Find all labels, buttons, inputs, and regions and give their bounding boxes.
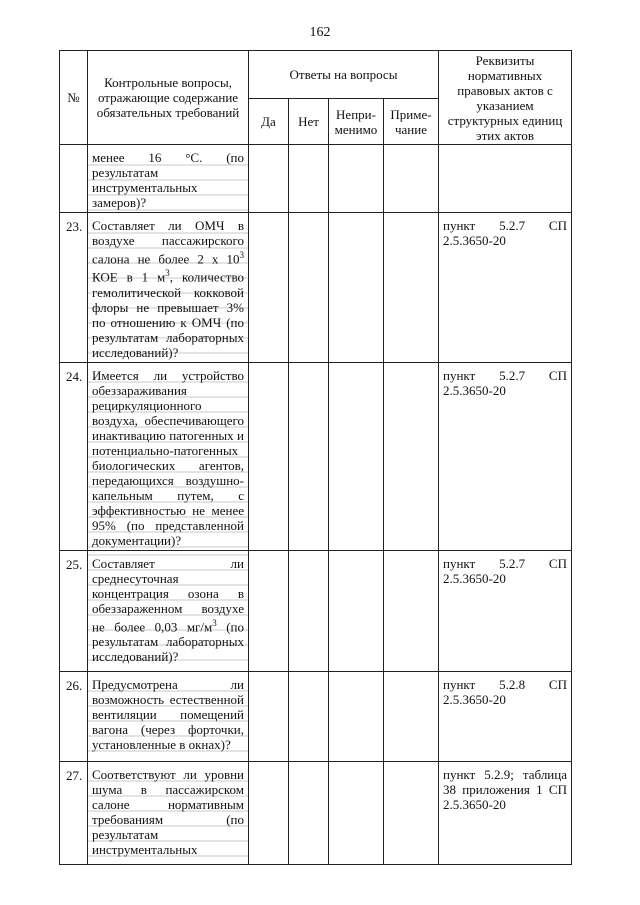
header-no: Нет — [289, 99, 329, 145]
question-text-part1: Составляет ли среднесуточная концентрация озона в обеззараженном воздухе не более 0,03 мг/м — [92, 555, 244, 634]
header-note-line1: Приме- — [390, 106, 432, 122]
answer-note-cell — [384, 550, 439, 671]
header-num: № — [60, 51, 88, 145]
answer-yes-cell — [249, 145, 289, 213]
answer-na-cell — [329, 145, 384, 213]
answer-na-cell — [329, 671, 384, 761]
row-requisite: пункт 5.2.9; таблица 38 приложения 1 СП 2.5.3650-20 — [439, 761, 572, 864]
row-requisite: пункт 5.2.7 СП 2.5.3650-20 — [439, 213, 572, 363]
answer-na-cell — [329, 362, 384, 550]
row-number — [60, 145, 88, 213]
header-requisites: Реквизиты нормативных правовых актов с указанием структурных единиц этих актов — [439, 51, 572, 145]
checklist-table — [59, 50, 572, 865]
question-text-part3: , количество гемолитической кокковой флоры не превышает 3% по отношению к ОМЧ (по результатам лабораторных исследований)? — [92, 269, 245, 360]
row-number: 27. — [60, 761, 88, 864]
answer-yes-cell — [249, 671, 289, 761]
page-number: 162 — [309, 25, 331, 40]
answer-no-cell — [289, 550, 329, 671]
answer-note-cell — [384, 671, 439, 761]
question-superscript: 3 — [212, 617, 217, 628]
answer-note-cell — [384, 213, 439, 363]
header-answers: Ответы на вопросы — [249, 51, 439, 99]
answer-yes-cell — [249, 761, 289, 864]
answer-no-cell — [289, 671, 329, 761]
answer-na-cell — [329, 761, 384, 864]
row-question — [88, 213, 249, 363]
question-text-part1: Составляет ли ОМЧ в воздухе пассажирского салона не более 2 х 10 — [92, 218, 244, 267]
row-number: 25. — [60, 550, 88, 671]
row-question: Имеется ли устройство обеззараживания рециркуляционного воздуха, обеспечивающего инактивацию патогенных и потенциально-патогенных биологических агентов, передающихся воздушно-капельным путем, с эффективностью не менее 95% (по представленной документации)? — [88, 362, 249, 550]
row-question — [88, 550, 249, 671]
row-number: 24. — [60, 362, 88, 550]
answer-note-cell — [384, 362, 439, 550]
row-number: 23. — [60, 213, 88, 363]
answer-yes-cell — [249, 213, 289, 363]
answer-yes-cell — [249, 550, 289, 671]
question-superscript-2: 3 — [165, 268, 170, 279]
row-requisite: пункт 5.2.7 СП 2.5.3650-20 — [439, 550, 572, 671]
row-question: менее 16 °С. (по результатам инструментальных замеров)? — [88, 145, 249, 213]
header-note — [384, 99, 439, 145]
table-row — [60, 761, 572, 864]
question-superscript: 3 — [239, 250, 244, 260]
answer-no-cell — [289, 761, 329, 864]
row-requisite: пункт 5.2.7 СП 2.5.3650-20 — [439, 362, 572, 550]
row-number: 26. — [60, 671, 88, 761]
header-na-line1: Непри- — [336, 106, 376, 122]
answer-yes-cell — [249, 362, 289, 550]
header-na-line2: менимо — [334, 121, 378, 137]
question-text-part2: КОЕ в 1 м — [92, 269, 166, 285]
answer-na-cell — [329, 550, 384, 671]
row-question: Предусмотрена ли возможность естественной вентиляции помещений вагона (через форточки, установленные в окнах)? — [88, 671, 249, 761]
answer-note-cell — [384, 145, 439, 213]
row-question: Соответствуют ли уровни шума в пассажирском салоне нормативным требованиям (по результатам инструментальных — [88, 761, 249, 864]
answer-no-cell — [289, 145, 329, 213]
answer-no-cell — [289, 213, 329, 363]
answer-note-cell — [384, 761, 439, 864]
question-text-part2: (по результатам лабораторных исследований)? — [92, 618, 244, 664]
table-row — [60, 145, 572, 213]
answer-no-cell — [289, 362, 329, 550]
header-note-line2: чание — [395, 121, 427, 137]
table-row — [60, 671, 572, 761]
table-row — [60, 213, 572, 363]
row-requisite — [439, 145, 572, 213]
table-row — [60, 362, 572, 550]
table-row — [60, 550, 572, 671]
header-yes: Да — [249, 99, 289, 145]
row-requisite: пункт 5.2.8 СП 2.5.3650-20 — [439, 671, 572, 761]
answer-na-cell — [329, 213, 384, 363]
header-question: Контрольные вопросы, отражающие содержание обязательных требований — [88, 51, 249, 145]
header-na — [329, 99, 384, 145]
